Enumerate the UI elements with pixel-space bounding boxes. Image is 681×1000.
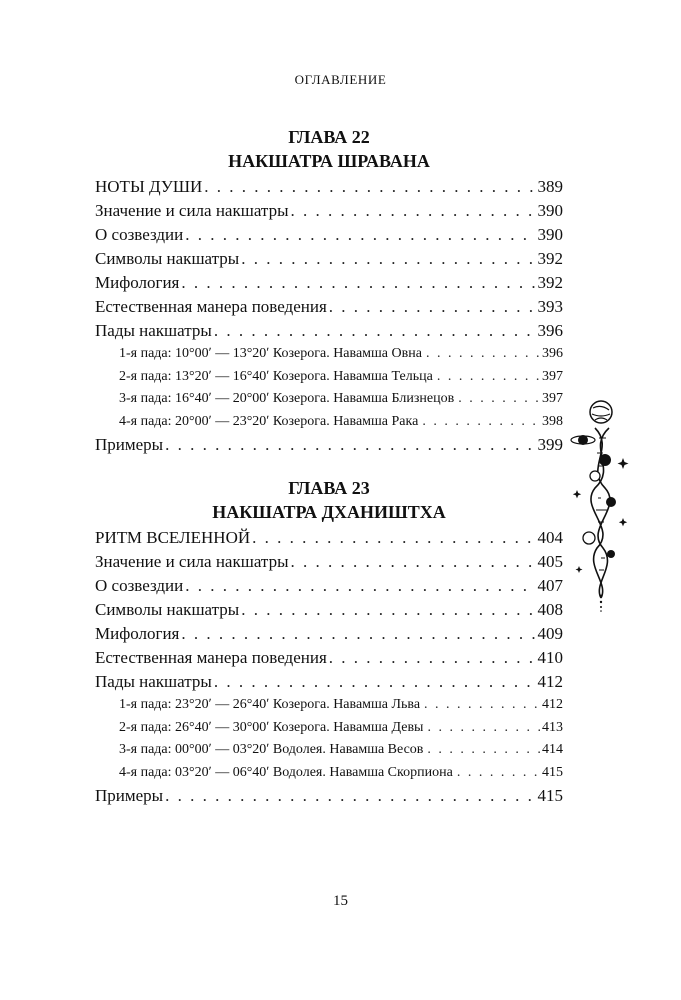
toc-entry[interactable] [95, 295, 563, 319]
entry-page: 415 [542, 764, 563, 780]
entry-page: 415 [537, 786, 563, 805]
entry-page: 410 [537, 648, 563, 667]
entry-label: РИТМ ВСЕЛЕННОЙ [95, 528, 251, 547]
dot-leader [165, 784, 535, 808]
entry-label: Мифология [95, 624, 180, 643]
chapter-number: ГЛАВА 22 [288, 127, 370, 147]
dot-leader [427, 739, 540, 762]
dot-leader [426, 343, 540, 366]
entry-page: 390 [537, 201, 563, 220]
dot-leader [165, 433, 535, 457]
entry-label: 4-я пада: 20°00ʹ — 23°20ʹ Козерога. Навамша Рака [119, 413, 419, 429]
chapter-number: ГЛАВА 23 [288, 478, 370, 498]
dot-leader [458, 388, 540, 411]
dot-leader [291, 550, 536, 574]
entry-page: 396 [537, 321, 563, 340]
entry-page: 397 [542, 368, 563, 384]
toc-subentry[interactable] [95, 411, 563, 434]
dot-leader [181, 271, 535, 295]
toc-subentry[interactable] [95, 762, 563, 785]
toc-entry[interactable] [95, 199, 563, 223]
toc-entry[interactable] [95, 433, 563, 457]
entry-page: 392 [537, 249, 563, 268]
chapter-22 [95, 125, 563, 457]
toc-subentry[interactable] [95, 739, 563, 762]
dot-leader [204, 175, 535, 199]
entry-label: Примеры [95, 435, 164, 454]
entry-page: 390 [537, 225, 563, 244]
dot-leader [214, 319, 536, 343]
dot-leader [329, 646, 536, 670]
toc-entry[interactable] [95, 646, 563, 670]
entry-label: 1-я пада: 10°00ʹ — 13°20ʹ Козерога. Навамша Овна [119, 346, 422, 361]
dot-leader [329, 295, 536, 319]
toc-entry[interactable] [95, 247, 563, 271]
entry-label: 3-я пада: 00°00ʹ — 03°20ʹ Водолея. Навамша Весов [119, 742, 424, 757]
dot-leader [241, 598, 535, 622]
dot-leader [214, 670, 536, 694]
toc-subentry[interactable] [95, 717, 563, 740]
entry-label: Естественная манера поведения [95, 297, 327, 316]
entry-page: 409 [537, 624, 563, 643]
entry-page: 397 [542, 391, 563, 406]
toc-entry[interactable] [95, 622, 563, 646]
entry-page: 407 [537, 576, 563, 595]
entry-label: 1-я пада: 23°20ʹ — 26°40ʹ Козерога. Навамша Льва [119, 697, 421, 712]
page-number: 15 [333, 893, 348, 909]
entry-label: Мифология [95, 273, 180, 292]
toc-subentry[interactable] [95, 388, 563, 411]
dot-leader [291, 199, 536, 223]
toc-entry[interactable] [95, 271, 563, 295]
entry-page: 413 [542, 719, 563, 735]
chapter-23 [95, 476, 563, 808]
entry-page: 404 [537, 528, 563, 547]
entry-label: Примеры [95, 786, 164, 805]
dot-leader [241, 247, 535, 271]
entry-label: 4-я пада: 03°20ʹ — 06°40ʹ Водолея. Навамша Скорпиона [119, 764, 453, 780]
entry-label: 2-я пада: 26°40ʹ — 30°00ʹ Козерога. Навамша Девы [119, 719, 424, 735]
entry-label: 3-я пада: 16°40ʹ — 20°00ʹ Козерога. Навамша Близнецов [119, 391, 455, 406]
dot-leader [185, 574, 535, 598]
entry-page: 398 [542, 413, 563, 429]
dot-leader [437, 366, 540, 389]
dot-leader [422, 411, 540, 434]
dot-leader [457, 762, 540, 785]
chapter-title: НАКШАТРА ДХАНИШТХА [212, 502, 446, 522]
toc-entry[interactable] [95, 526, 563, 550]
toc-subentry[interactable] [95, 366, 563, 389]
toc-entry[interactable] [95, 550, 563, 574]
running-head: ОГЛАВЛЕНИЕ [294, 72, 387, 87]
entry-page: 405 [537, 552, 563, 571]
entry-label: Символы накшатры [95, 249, 240, 268]
toc-subentry[interactable] [95, 343, 563, 366]
toc-entry[interactable] [95, 670, 563, 694]
entry-label: Пады накшатры [95, 672, 212, 691]
entry-label: НОТЫ ДУШИ [95, 177, 203, 196]
entry-page: 399 [537, 435, 563, 454]
dot-leader [181, 622, 535, 646]
toc-entry[interactable] [95, 598, 563, 622]
entry-page: 393 [537, 297, 563, 316]
entry-page: 408 [537, 600, 563, 619]
toc-entry[interactable] [95, 574, 563, 598]
entry-label: Символы накшатры [95, 600, 240, 619]
entry-label: Значение и сила накшатры [95, 552, 289, 571]
entry-label: Значение и сила накшатры [95, 201, 289, 220]
entry-page: 396 [542, 346, 563, 361]
toc-entry[interactable] [95, 223, 563, 247]
toc-entry[interactable] [95, 319, 563, 343]
dot-leader [424, 694, 540, 717]
dot-leader [252, 526, 535, 550]
chapter-title: НАКШАТРА ШРАВАНА [228, 151, 430, 171]
entry-page: 392 [537, 273, 563, 292]
dna-planets-ornament-icon [565, 398, 635, 613]
entry-page: 412 [537, 672, 563, 691]
entry-label: 2-я пада: 13°20ʹ — 16°40ʹ Козерога. Навамша Тельца [119, 368, 433, 384]
entry-label: Пады накшатры [95, 321, 212, 340]
dot-leader [427, 717, 540, 740]
entry-page: 414 [542, 742, 563, 757]
toc-entry[interactable] [95, 784, 563, 808]
planet-icon [590, 401, 612, 423]
entry-label: О созвездии [95, 576, 184, 595]
toc-subentry[interactable] [95, 694, 563, 717]
entry-page: 389 [537, 177, 563, 196]
entry-label: Естественная манера поведения [95, 648, 327, 667]
dot-leader [185, 223, 535, 247]
entry-label: О созвездии [95, 225, 184, 244]
entry-page: 412 [542, 697, 563, 712]
toc-entry[interactable] [95, 175, 563, 199]
